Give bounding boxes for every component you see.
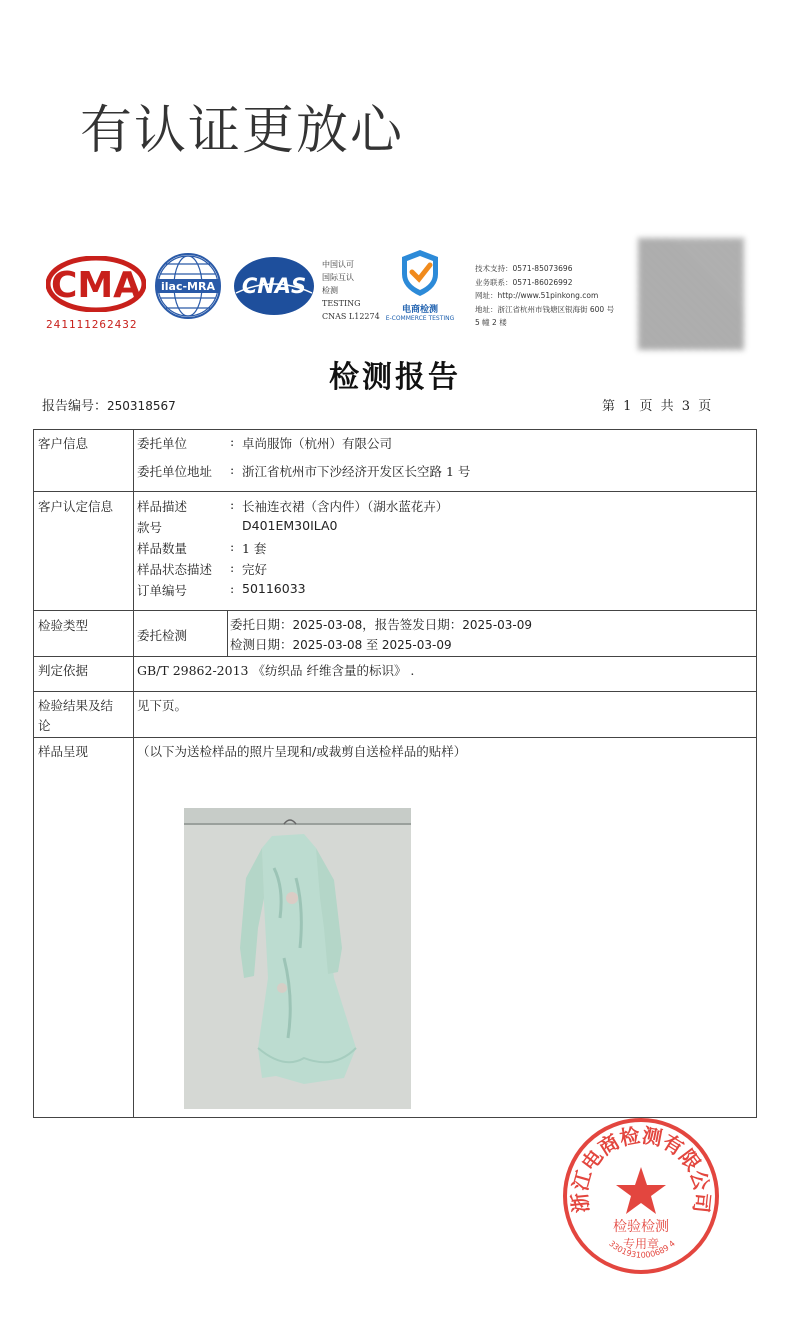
sample-field-label: 订单编号: [137, 583, 188, 598]
result-value: 见下页。: [137, 698, 188, 713]
contact-line: 技术支持：0571-85073696: [475, 264, 573, 273]
row-divider: [34, 656, 756, 657]
cma-logo-icon: [46, 256, 146, 312]
svg-text:ilac-MRA: ilac-MRA: [161, 280, 215, 293]
test-date-value: 2025-03-08 至 2025-03-09: [292, 638, 452, 652]
client-address-colon: :: [230, 462, 235, 477]
svg-text:专用章: 专用章: [622, 1237, 660, 1251]
svg-text:检验检测: 检验检测: [613, 1219, 669, 1235]
ilac-mra-logo: [154, 252, 222, 324]
sample-field-value: 完好: [242, 562, 268, 577]
test-date-label: 检测日期：: [230, 637, 293, 652]
sample-field-value: 长袖连衣裙（含内件）（湖水蓝花卉）: [242, 499, 449, 514]
result-label-line2: 论: [38, 718, 51, 733]
cert-line: TESTING: [322, 299, 361, 308]
commission-date-value: 2025-03-08: [292, 618, 363, 632]
client-address-label: 委托单位地址: [137, 464, 213, 479]
official-seal-stamp: [560, 1115, 722, 1277]
column-divider: [227, 610, 228, 656]
cert-line: CNAS L12274: [322, 312, 380, 321]
ilac-mra-icon: [154, 252, 222, 320]
basis-value: GB/T 29862-2013 《纺织品 纤维含量的标识》 .: [137, 663, 415, 678]
customer-confirmed-label: 客户认定信息: [38, 499, 114, 514]
field-colon: :: [230, 497, 235, 512]
basis-label: 判定依据: [38, 663, 89, 678]
cma-number: 241111262432: [46, 318, 138, 331]
client-value: 卓尚服饰（杭州）有限公司: [242, 436, 393, 451]
cnas-logo: [232, 255, 316, 321]
seal-icon: [560, 1115, 722, 1277]
sample-field-label: 样品描述: [137, 499, 188, 514]
result-label-line1: 检验结果及结: [38, 698, 114, 713]
shield-check-icon: [398, 248, 442, 298]
client-label: 委托单位: [137, 436, 188, 451]
inspection-type-value: 委托检测: [137, 628, 188, 643]
contact-line: 网址：http://www.51pinkong.com: [475, 291, 599, 300]
inspection-type-label: 检验类型: [38, 618, 89, 633]
sample-field-value: 50116033: [242, 581, 306, 596]
ecommerce-testing-logo: [382, 248, 458, 322]
cma-logo: [46, 256, 148, 331]
report-number: [42, 395, 176, 414]
dress-image: [184, 808, 411, 1109]
sample-display-note: （以下为送检样品的照片呈现和/或裁剪自送检样品的贴样）: [137, 744, 467, 759]
row-divider: [34, 491, 756, 492]
cnas-icon: [232, 255, 316, 317]
ecommerce-logo-name: 电商检测: [401, 305, 438, 315]
customer-info-label: 客户信息: [38, 436, 89, 451]
cert-line: 检测: [322, 286, 338, 295]
commission-date-label: 委托日期：: [230, 617, 293, 632]
contact-line: 地址：浙江省杭州市钱塘区银海街 600 号: [475, 304, 615, 314]
svg-text:3301931000689 4: 3301931000689 4: [607, 1238, 677, 1260]
sample-field-label: 样品状态描述: [137, 562, 213, 577]
client-colon: :: [230, 434, 235, 449]
contact-line: 业务联系：0571-86026992: [475, 277, 573, 287]
accreditation-text: [322, 258, 380, 323]
sample-photo: [184, 808, 411, 1109]
sample-field-value: 1 套: [242, 541, 267, 556]
row-divider: [34, 610, 756, 611]
page-headline: 有认证更放心: [80, 101, 405, 161]
svg-text:CMA: CMA: [50, 265, 142, 306]
sample-field-label: 样品数量: [137, 541, 188, 556]
report-date-value: 2025-03-09: [462, 618, 533, 632]
row-divider: [34, 691, 756, 692]
report-table: [33, 429, 757, 1118]
contact-line: 5 幢 2 楼: [475, 318, 507, 327]
ecommerce-logo-english: E-COMMERCE TESTING: [385, 315, 455, 322]
field-colon: :: [230, 560, 235, 575]
contact-info: [475, 262, 614, 330]
report-title: 检测报告: [329, 360, 461, 395]
report-number-value: 250318567: [107, 399, 176, 413]
cert-line: 国际互认: [322, 273, 354, 282]
field-colon: :: [230, 581, 235, 596]
test-dates: [230, 635, 452, 653]
svg-text:浙江电商检测有限公司: 浙江电商检测有限公司: [567, 1123, 715, 1214]
row-divider: [34, 737, 756, 738]
client-address-value: 浙江省杭州市下沙经济开发区长空路 1 号: [242, 464, 471, 479]
sample-field-value: D401EM30ILA0: [242, 518, 338, 533]
sample-field-label: 款号: [137, 520, 163, 535]
page-info: 第 1 页 共 3 页: [602, 399, 712, 414]
column-divider: [133, 430, 134, 1118]
report-date-label: ，报告签发日期：: [362, 617, 463, 632]
sample-display-label: 样品呈现: [38, 744, 89, 759]
commission-dates: [230, 615, 532, 633]
report-number-label: 报告编号：: [42, 399, 108, 414]
field-colon: :: [230, 539, 235, 554]
cert-line: 中国认可: [322, 260, 354, 269]
svg-text:CNAS: CNAS: [241, 274, 307, 298]
blurred-qr-code: [638, 238, 744, 350]
